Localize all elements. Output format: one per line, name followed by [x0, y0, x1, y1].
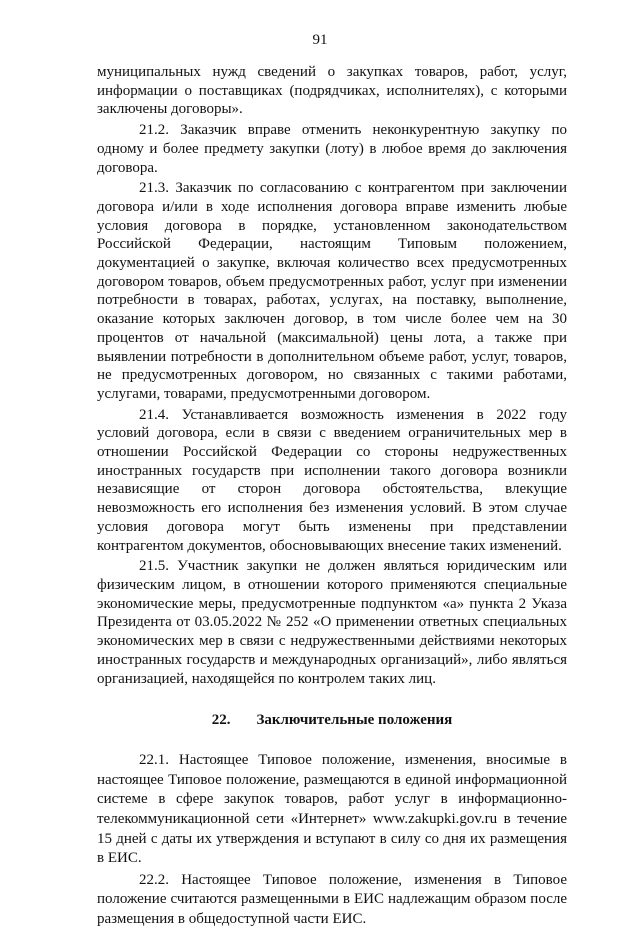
body-text [97, 63, 567, 930]
paragraph-21-2: 21.2. Заказчик вправе отменить неконкурентную закупку по одному и более предмету закупки (лоту) в любое время до заключения договора. [97, 122, 567, 176]
paragraph-22-1: 22.1. Настоящее Типовое положение, изменения, вносимые в настоящее Типовое положение, размещаются в единой информационной системе в сфере закупок товаров, работ услуг в информационно-телекоммуникационной сети «Интернет» www.zakupki.gov.ru в течение 15 дней с даты их утверждения и вступают в силу со дня их размещения в ЕИС. [97, 752, 567, 867]
paragraph-continuation: муниципальных нужд сведений о закупках товаров, работ, услуг, информации о поставщиках (подрядчиках, исполнителях), с которыми заключены договоры». [97, 64, 567, 118]
section-number: 22. [211, 712, 231, 729]
section-22-body [97, 751, 567, 929]
paragraph-21-5: 21.5. Участник закупки не должен являться юридическим или физическим лицом, в отношении которого применяются специальные экономические меры, предусмотренные подпунктом «а» пункта 2 Указа Президента от 03.05.2022 № 252 «О применении ответных специальных экономических мер в связи с недружественными действиями некоторых иностранных государств и международных организаций», либо являться организацией, находящейся по контролем таких лиц. [97, 558, 567, 687]
section-title: Заключительные положения [256, 712, 453, 729]
paragraph-22-2: 22.2. Настоящее Типовое положение, изменения в Типовое положение считаются размещенными в ЕИС надлежащим образом после размещения в общедоступной части ЕИС. [97, 871, 567, 927]
page-number: 91 [312, 32, 328, 48]
paragraph-21-4: 21.4. Устанавливается возможность изменения в 2022 году условий договора, если в связи с введением ограничительных мер в отношении Российской Федерации со стороны недружественных иностранных государств при исполнении такого договора возникли независящие от сторон договора обстоятельства, влекущие невозможность его исполнения без изменения условий. В этом случае условия договора могут быть изменены при представлении контрагентом документов, обосновывающих внесение таких изменений. [97, 406, 567, 554]
paragraph-21-3: 21.3. Заказчик по согласованию с контрагентом при заключении договора и/или в ходе исполнения договора вправе изменить любые условия договора в порядке, установленном законодательством Российской Федерации, настоящим Типовым положением, документацией о закупке, включая количество всех предусмотренных договором товаров, объем предусмотренных работ, услуг при изменении потребности в товарах, работах, услугах, на поставку, выполнение, оказание которых заключен договор, в том числе более чем на 30 процентов от начальной (максимальной) цены лота, а также при выявлении потребности в дополнительном объеме работ, услуг, товаров, не предусмотренных договором, но связанных с такими работами, услугами, товарами, предусмотренными договором. [97, 180, 567, 402]
section-heading [97, 711, 567, 729]
